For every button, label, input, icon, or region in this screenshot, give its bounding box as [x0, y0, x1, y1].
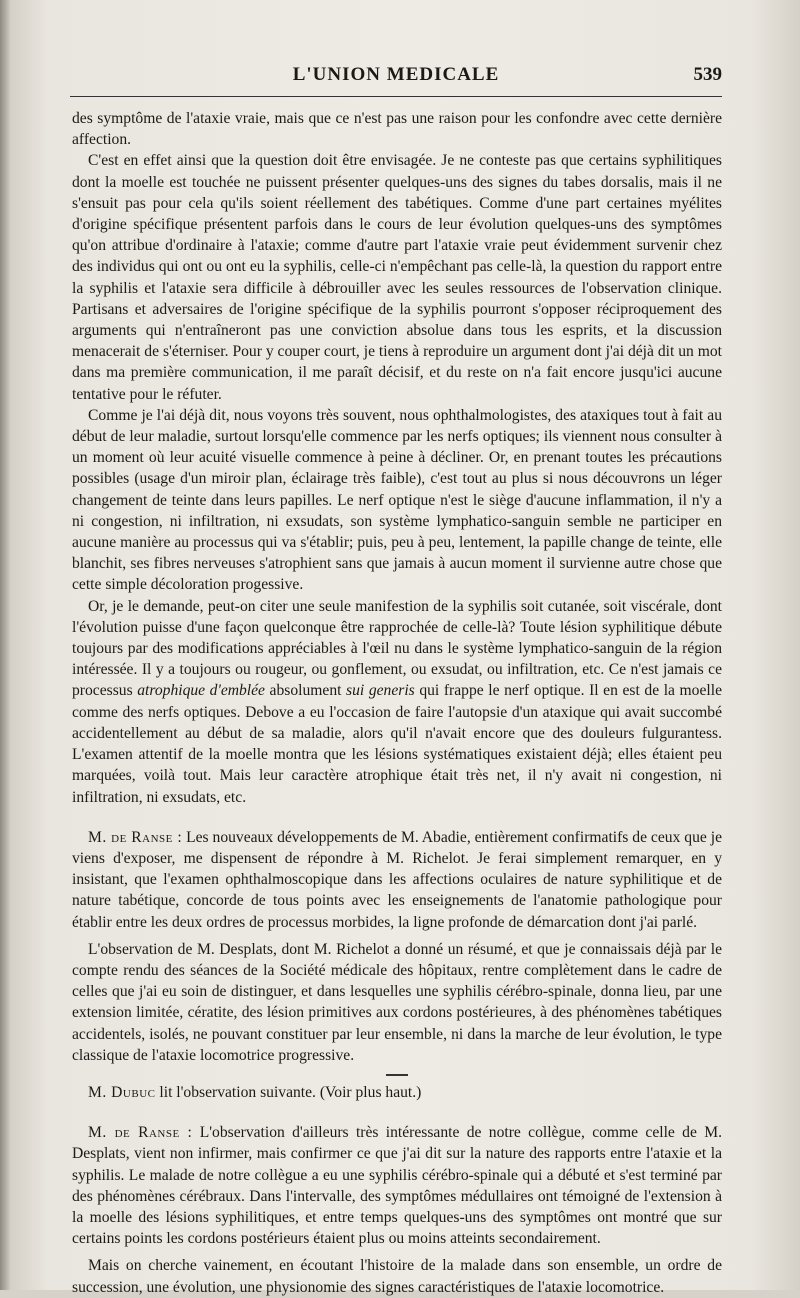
section-divider	[386, 1074, 408, 1076]
page-number: 539	[693, 64, 722, 85]
page-header	[70, 62, 722, 98]
paragraph-continuation: des symptôme de l'ataxie vraie, mais que ce n'est pas une raison pour les confondre avec cette dernière affection.	[72, 110, 722, 149]
header-rule	[70, 96, 722, 97]
paragraph-text: qui frappe le nerf optique. Il en est de la moelle comme des nerfs optiques. Debove a eu l'occasion de faire l'autopsie d'un ataxique qui avait succombé accidentellement au début de sa maladie, alors qu'il n'avait encore que des douleurs fulgurantess. L'examen attentif de la moelle montra que les lésions systématiques existaient déjà; elles étaient peu marquées, voilà tout. Mais leur caractère atrophique était très net, il n'y avait ni congestion, ni infiltration, ni exsudats, etc.	[72, 682, 722, 806]
paragraph: Comme je l'ai déjà dit, nous voyons très souvent, nous ophthalmologistes, des ataxiques tout à fait au début de leur maladie, surtout lorsqu'elle commence par les nerfs optiques; ils viennent nous consulter à un moment où leur acuité visuelle commence à peine à décliner. Or, en prenant toutes les précautions possibles (usage d'un miroir plan, éclairage très faible), c'est tout au plus si nous découvrons un léger changement de teinte dans leurs papilles. Le nerf optique n'est le siège d'aucune inflammation, il n'y a ni congestion, ni infiltration, ni exsudats, son système lymphatico-sanguin semble ne participer en aucune manière au processus qui va s'établir; puis, peu à peu, lentement, la papille change de teinte, elle blanchit, ses fibres nerveuses s'atrophient sans que jamais à aucun moment il survienne autre chose que cette simple décoloration progessive.	[72, 406, 722, 594]
paragraph-text: lit l'observation suivante. (Voir plus haut.)	[155, 1083, 422, 1101]
paragraph	[72, 827, 722, 933]
paragraph-text: L'observation d'ailleurs très intéressante de notre collègue, comme celle de M. Desplats, vient non infirmer, mais confirmer ce que j'ai dit sur la nature des rapports entre l'ataxie et la syphilis. Le malade de notre collègue a eu une syphilis cérébro-spinale qui a débuté et s'est terminé par des phénomènes cérébraux. Dans l'intervalle, des symptômes médullaires ont témoigné de l'extension à la moelle des lésions syphilitiques, et entre temps quelques-uns des symptômes ont montré que sur certains points les cordons postérieurs étaient plus ou moins atteints secondairement.	[72, 1124, 722, 1248]
italic-phrase: atrophique d'emblée	[137, 682, 265, 700]
paragraph-text: absolument	[264, 682, 347, 700]
paragraph	[72, 596, 722, 808]
speaker-name: M. de Ranse :	[88, 828, 183, 846]
body-text	[72, 108, 722, 1298]
running-title: L'UNION MEDICALE	[292, 64, 500, 85]
paragraph: L'observation de M. Desplats, dont M. Richelot a donné un résumé, et que je connaissais déjà par le compte rendu des séances de la Société médicale des hôpitaux, rentre complètement dans le cadre de celles que j'ai eu soin de distinguer, et dans lesquelles une syphilis cérébro-spinale, donna lieu, par une extension limitée, cératite, des lésion primitives aux cordons postérieures, à des phénomènes tabétiques accidentels, isolés, ne pouvant constituer par leur ensemble, ni dans la marche de leur évolution, le type classique de l'ataxie locomotrice progressive.	[72, 940, 722, 1064]
paragraph: C'est en effet ainsi que la question doit être envisagée. Je ne conteste pas que certains syphilitiques dont la moelle est touchée ne puissent présenter quelques-uns des signes du tabes dorsalis, mais il ne s'ensuit pas pour cela qu'ils soient réellement des tabétiques. Comme d'une part certaines myélites d'origine spécifique présentent parfois dans le cours de leur évolution quelques-uns des symptômes qu'on attribue d'ordinaire à l'ataxie; comme d'autre part l'ataxie vraie peut évidemment survenir chez des individus qui ont ou ont eu la syphilis, celle-ci n'empêchant pas celle-là, la question du rapport entre la syphilis et l'ataxie sera difficile à débrouiller avec les seules ressources de l'observation clinique. Partisans et adversaires de l'origine spécifique de la syphilis pourront s'opposer réciproquement des arguments qui n'entraîneront pas une conviction absolue dans tous les esprits, et la discussion menacerait de s'éterniser. Pour y couper court, je tiens à reproduire un argument dont j'ai déjà dit un mot dans ma première communication, il me paraît décisif, et du reste on n'a fait encore jusqu'ici aucune tentative pour le réfuter.	[72, 152, 722, 403]
paragraph: Mais on cherche vainement, en écoutant l'histoire de la malade dans son ensemble, un ordre de succession, une évolution, une physionomie des signes caractéristiques de l'ataxie locomotrice.	[72, 1257, 722, 1296]
paragraph-text: Les nouveaux développements de M. Abadie, entièrement confirmatifs de ceux que je viens d'exposer, me dispensent de répondre à M. Richelot. Je ferai simplement remarquer, en y insistant, que l'examen ophthalmoscopique dans les affections oculaires de nature syphilitique et de nature tabétique, concorde de tous points avec les enseignements de l'anatomie pathologique pour établir entre les deux ordres de processus morbides, la ligne profonde de démarcation dont j'ai parlé.	[72, 828, 722, 931]
page-edge-shadow	[0, 0, 10, 1290]
paragraph-text: Or, je le demande, peut-on citer une seule manifestion de la syphilis soit cutanée, soit viscérale, dont l'évolution puisse d'une façon quelconque être rapprochée de celle-là? Toute lésion syphilitique débute toujours par des modifications appréciables à l'œil nu dans le système lymphatico-sanguin de la région intéressée. Il y a toujours ou rougeur, ou gonflement, ou exsudat, ou infiltration, etc. Ce n'est jamais ce processus	[72, 597, 722, 700]
speaker-name: M. Dubuc	[88, 1083, 156, 1101]
italic-phrase: sui generis	[346, 682, 415, 700]
speaker-name: M. de Ranse :	[88, 1124, 193, 1142]
paragraph	[72, 1122, 722, 1249]
paragraph	[72, 1082, 722, 1103]
